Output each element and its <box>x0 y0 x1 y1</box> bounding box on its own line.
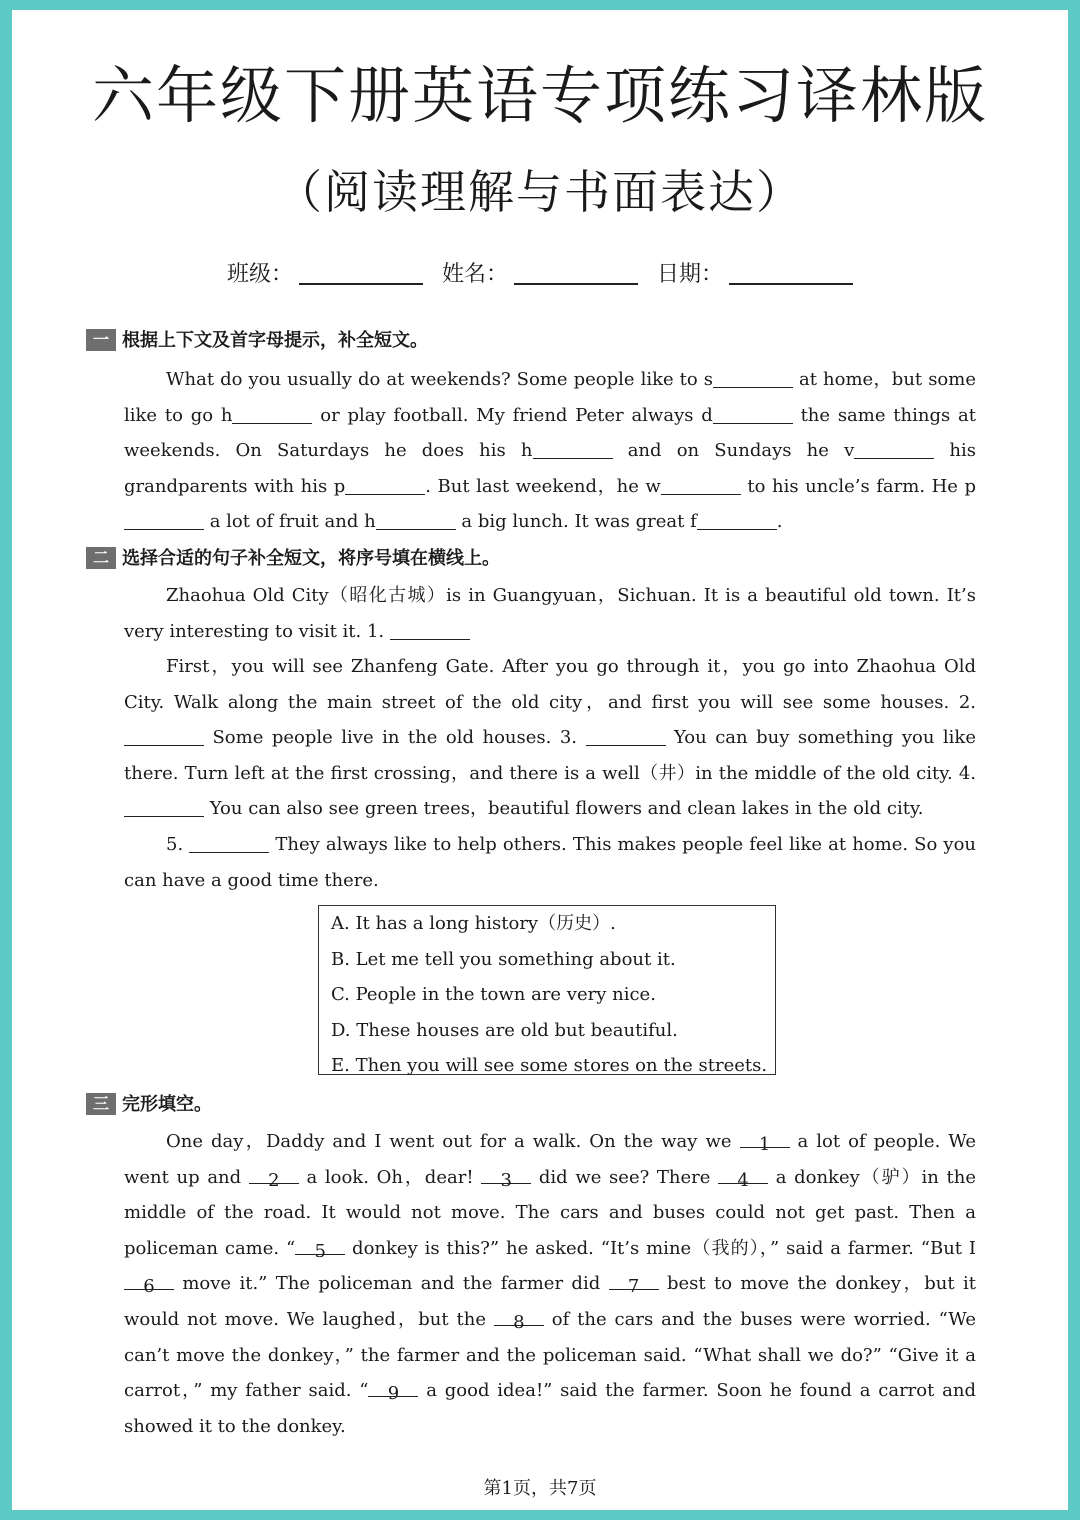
options-box <box>318 905 776 1075</box>
answer-blank-4[interactable] <box>124 796 204 817</box>
section-2-paragraph-2: First，you will see Zhanfeng Gate. After you go through it，you go into Zhaohua Old City. Walk along the main street of the old city，and first you will see some houses. 2. Some people live in the old houses. 3. You can buy something you like there. Turn left at the first crossing，and there is a well（井）in the middle of the old city. 4. You can also see green trees，beautiful flowers and clean lakes in the old city. <box>124 656 976 820</box>
answer-blank-2[interactable] <box>124 725 204 746</box>
option-d: D. These houses are old but beautiful. <box>331 1019 678 1041</box>
section-3-heading <box>86 1092 212 1118</box>
option-b: B. Let me tell you something about it. <box>331 948 676 970</box>
cloze-blank-1[interactable]: 1 <box>740 1127 790 1148</box>
class-field: 班级： <box>227 258 423 292</box>
cloze-blank-8[interactable]: 8 <box>494 1305 544 1326</box>
section-1-passage: What do you usually do at weekends? Some people like to s at home，but some like to go h or play football. My friend Peter always d the same things at weekends. On Saturdays he does his h and on Sundays he v his grandparents with his p . But last weekend，he w to his uncle’s farm. He p a lot of fruit and h a big lunch. It was great f . <box>124 369 976 533</box>
cloze-blank-3[interactable]: 3 <box>481 1163 531 1184</box>
name-input-line[interactable] <box>514 283 638 285</box>
section-3-title: 完形填空。 <box>122 1094 212 1115</box>
date-input-line[interactable] <box>729 283 853 285</box>
fill-blank[interactable] <box>124 509 204 530</box>
class-input-line[interactable] <box>299 283 423 285</box>
date-field: 日期： <box>657 258 853 292</box>
fill-blank[interactable] <box>376 509 456 530</box>
section-2-paragraph-3: 5. They always like to help others. This makes people feel like at home. So you can have a good time there. <box>124 834 977 891</box>
answer-blank-5[interactable] <box>189 832 269 853</box>
answer-blank-1[interactable] <box>390 619 470 640</box>
section-2-heading <box>86 546 500 572</box>
cloze-blank-5[interactable]: 5 <box>295 1234 345 1255</box>
fill-blank[interactable] <box>713 403 793 424</box>
worksheet-page <box>12 10 1068 1510</box>
student-info-row <box>12 258 1068 292</box>
section-1-number: 一 <box>86 329 116 351</box>
section-1-title: 根据上下文及首字母提示，补全短文。 <box>122 330 428 351</box>
fill-blank[interactable] <box>854 438 934 459</box>
fill-blank[interactable] <box>345 474 425 495</box>
cloze-blank-4[interactable]: 4 <box>718 1163 768 1184</box>
option-c: C. People in the town are very nice. <box>331 984 656 1006</box>
option-a: A. It has a long history（历史）. <box>331 913 616 934</box>
cloze-blank-6[interactable]: 6 <box>124 1269 174 1290</box>
page-subtitle: （阅读理解与书面表达） <box>276 165 804 219</box>
option-e: E. Then you will see some stores on the streets. <box>331 1055 768 1077</box>
cloze-blank-2[interactable]: 2 <box>249 1163 299 1184</box>
page-number: 第1页，共7页 <box>483 1478 597 1499</box>
section-3-passage: One day，Daddy and I went out for a walk. On the way we 1 a lot of people. We went up and 2 a look. Oh，dear! 3 did we see? There 4 a donkey（驴）in the middle of the road. It would not move. The cars and buses could not get past. Then a policeman came. “ 5 donkey is this?” he asked. “It’s mine（我的），” said a farmer. “But I 6 move it.” The policeman and the farmer did 7 best to move the donkey，but it would not move. We laughed，but the 8 of the cars and the buses were worried. “We can’t move the donkey，” the farmer and the policeman said. “What shall we do?” “Give it a carrot，” my father said. “ 9 a good idea!” said the farmer. Soon he found a carrot and showed it to the donkey. <box>124 1124 976 1444</box>
cloze-blank-7[interactable]: 7 <box>609 1269 659 1290</box>
section-2-number: 二 <box>86 547 116 569</box>
fill-blank[interactable] <box>697 509 777 530</box>
section-1-heading <box>86 328 428 354</box>
cloze-blank-9[interactable]: 9 <box>368 1376 418 1397</box>
section-2-paragraph-1: Zhaohua Old City（昭化古城）is in Guangyuan，Sichuan. It is a beautiful old town. It’s very interesting to visit it. 1. <box>124 585 976 642</box>
fill-blank[interactable] <box>232 403 312 424</box>
section-3-number: 三 <box>86 1093 116 1115</box>
fill-blank[interactable] <box>713 367 793 388</box>
name-field: 姓名： <box>442 258 638 292</box>
page-title: 六年级下册英语专项练习译林版 <box>91 59 988 132</box>
fill-blank[interactable] <box>533 438 613 459</box>
section-2-title: 选择合适的句子补全短文，将序号填在横线上。 <box>122 548 500 569</box>
answer-blank-3[interactable] <box>586 725 666 746</box>
fill-blank[interactable] <box>661 474 741 495</box>
